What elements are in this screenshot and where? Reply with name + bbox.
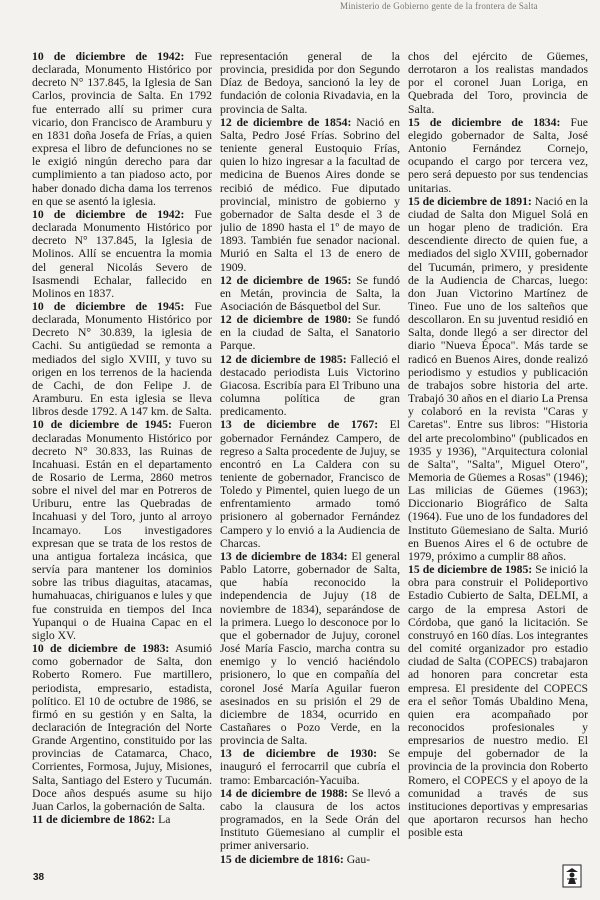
page-number: 38 — [33, 872, 45, 883]
entry-text: Nació en Salta, Pedro José Frías. Sobrino del teniente general Eustoquio Frías, quien lo hizo ingresar a la facultad de medicina de Buenos Aires donde se recibió de médico. Fue diputado provincial, ministro de gobierno y gobernador de Salta desde el 3 de julio de 1890 hasta el 1º de mayo de 1893. También fue senador nacional. Murió en Salta el 13 de enero de 1909. — [220, 115, 400, 274]
entry-text: Se fundó en la ciudad de Salta, el Sanatorio Parque. — [220, 313, 400, 353]
entry-paragraph — [220, 50, 400, 116]
column-3 — [408, 50, 588, 868]
entry-date: 13 de diciembre de 1767: — [220, 418, 379, 432]
entry-paragraph — [220, 787, 400, 853]
entry-text: Se inauguró el ferrocarril que cubría el tramo: Embarcación-Yacuiba. — [220, 747, 400, 787]
entry-paragraph — [220, 853, 400, 866]
column-2 — [220, 50, 400, 868]
entry-paragraph — [32, 208, 212, 300]
entry-text: Fue elegido gobernador de Salta, José Antonio Fernández Cornejo, ocupando el cargo por tercera vez, pero será depuesto por sus tendencias unitarias. — [408, 115, 588, 195]
entry-text: Falleció el destacado periodista Luis Victorino Giacosa. Escribía para El Tribuno una columna política de gran predicamento. — [220, 352, 400, 419]
entry-text: Se inició la obra para construir el Polideportivo Estadio Cubierto de Salta, DELMI, a cargo de la empresa Astori de Córdoba, que ganó la licitación. Se construyó en 160 días. Los integrantes del comité organizador pro estadio ciudad de Salta (COPECS) trabajaron ad honoren para concretar esta empresa. El presidente del COPECS era el señor Tomás Ubaldino Mena, quien era acompañado por reconocidos profesionales y empresarios de nuestro medio. El empuje del gobernador de la provincia de la provincia don Roberto Romero, el COPECS y el apoyo de la comunidad a través de sus instituciones deportivas y empresarias que aportaron recursos han hecho posible esta — [408, 563, 588, 840]
entry-date: 10 de diciembre de 1983: — [32, 642, 170, 656]
entry-date: 15 de diciembre de 1985: — [408, 563, 533, 577]
entry-date: 15 de diciembre de 1816: — [220, 852, 344, 866]
entry-date: 13 de diciembre de 1834: — [220, 549, 348, 563]
entry-text: Gau- — [343, 852, 371, 866]
entry-paragraph — [220, 747, 400, 786]
entry-text: Fue declarada, Monumento Histórico por Decreto N° 30.839, la iglesia de Cachi. Su antigüedad se remonta a mediados del siglo XVIII, y tuvo su origen en los terrenos de la hacienda de Cachi, de don Felipe J. de Aramburu. En esta iglesia se lleva libros desde 1792. A 147 km. de Salta. — [32, 299, 212, 419]
entry-text: Se fundó en Metán, provincia de Salta, la Asociación de Básquetbol del Sur. — [220, 273, 400, 313]
entry-date: 13 de diciembre de 1930: — [220, 747, 378, 761]
entry-date: 15 de diciembre de 1891: — [408, 194, 532, 208]
entry-text: Fueron declaradas Monumento Histórico por decreto N° 30.833, las Ruinas de Incahuasi. Están en el departamento de Rosario de Lerma, 2860 metros sobre el nivel del mar en Potreros de Uriburu, entre las Quebradas de Incahuasi y del Toro, junto al arroyo Incamayo. Los investigadores expresan que se trata de los restos de una antigua fortaleza incásica, que servía para mantener los dominios sobre las tribus diaguitas, atacamas, humahuacas, chiriguanos e lules y que fue construida en tiempos del Inca Yupanqui o de Huaina Capac en el siglo XV. — [32, 418, 212, 642]
entry-paragraph — [220, 116, 400, 274]
entry-date: 10 de diciembre de 1945: — [32, 418, 172, 432]
entry-text: Asumió como gobernador de Salta, don Roberto Romero. Fue martillero, periodista, empresario, estadista, político. El 10 de octubre de 1986, se firmó en su gestión y en Salta, la declaración de Integración del Norte Grande Argentino, constituido por las provincias de Catamarca, Chaco, Corrientes, Formosa, Jujuy, Misiones, Salta, Santiago del Estero y Tucumán. Doce años después asume su hijo Juan Carlos, la gobernación de Salta. — [32, 642, 212, 813]
entry-date: 11 de diciembre de 1862: — [32, 813, 156, 827]
entry-date: 14 de diciembre de 1988: — [220, 786, 348, 800]
entry-paragraph — [408, 116, 588, 195]
entry-paragraph — [32, 813, 212, 826]
entry-date: 12 de diciembre de 1980: — [220, 313, 352, 327]
entry-paragraph — [220, 313, 400, 352]
entry-date: 10 de diciembre de 1942: — [32, 50, 185, 63]
entry-paragraph — [32, 50, 212, 208]
entry-date: 12 de diciembre de 1965: — [220, 273, 352, 287]
entry-date: 15 de diciembre de 1834: — [408, 115, 561, 129]
entry-paragraph — [32, 300, 212, 418]
entry-date: 12 de diciembre de 1854: — [220, 115, 352, 129]
text-columns — [32, 50, 588, 868]
entry-paragraph — [220, 418, 400, 550]
entry-paragraph — [220, 550, 400, 747]
entry-text: representación general de la provincia, presidida por don Segundo Díaz de Bedoya, sancionó la ley de fundación de colonia Rivadavia, en la provincia de Salta. — [220, 50, 400, 116]
entry-date: 10 de diciembre de 1942: — [32, 207, 185, 221]
bleed-through-text: Ministerio de Gobierno gente de la frontera de Salta — [340, 1, 538, 11]
entry-date: 12 de diciembre de 1985: — [220, 352, 347, 366]
entry-text: El general Pablo Latorre, gobernador de Salta, que había reconocido la independencia de Jujuy (18 de noviembre de 1834), separándose de la primera. Luego lo desconoce por lo que el gobernador de Jujuy, coronel José María Fascio, marcha contra su enemigo y lo venció haciéndolo prisionero, lo que en compañía del coronel José María Aguilar fueron asesinados en su prisión el 29 de diciembre de 1834, ocurrido en Castañares o Pozo Verde, en la provincia de Salta. — [220, 549, 400, 748]
entry-paragraph — [408, 195, 588, 563]
entry-paragraph — [408, 563, 588, 839]
entry-text: chos del ejército de Güemes, derrotaron a los realistas mandados por el coronel Juan Loriga, en Quebrada del Toro, provincia de Salta. — [408, 50, 588, 116]
entry-text: Fue declarada Monumento Histórico por decreto N° 137.845, la Iglesia de Molinos. Allí se encuentra la momia del general Nicolás Severo de Isasmendi Echalar, fallecido en Molinos en 1837. — [32, 207, 212, 300]
gaucho-emblem-icon — [562, 864, 582, 888]
entry-paragraph — [220, 274, 400, 313]
entry-paragraph — [220, 353, 400, 419]
entry-text: El gobernador Fernández Campero, de regreso a Salta procedente de Jujuy, se encontró en La Caldera con su teniente de gobernador, Francisco de Toledo y Pimentel, quien luego de un enfrentamiento armado tomó prisionero al gobernador Fernández Campero y lo envió a la Audiencia de Charcas. — [220, 418, 400, 550]
entry-text: Se llevó a cabo la clausura de los actos programados, en la Sede Orán del Instituto Güemesiano al cumplir el primer aniversario. — [220, 786, 400, 853]
entry-text: Fue declarada, Monumento Histórico por decreto N° 137.845, la Iglesia de San Carlos, provincia de Salta. En 1792 fue enterrado allí su primer cura vicario, don Francisco de Aramburu y en 1831 doña Josefa de Frías, a quien expresa el libro de defunciones no se le exigió ningún derecho para dar cumplimiento a tan piadoso acto, por haber donado dicha dama los terrenos en que se asentó la iglesia. — [32, 50, 212, 208]
entry-date: 10 de diciembre de 1945: — [32, 299, 185, 313]
entry-paragraph — [32, 642, 212, 813]
entry-paragraph — [32, 418, 212, 642]
entry-text: Nació en la ciudad de Salta don Miguel Solá en un hogar pleno de tradición. Era descendiente directo de quien fue, a mediados del siglo XVIII, gobernador del Tucumán, primero, y presidente de la Audiencia de Charcas, luego: don Juan Victorino Martínez de Tineo. Fue uno de los salteños que descollaron. En su juventud residió en Salta, donde llegó a ser director del diario "Nueva Época". Más tarde se radicó en Buenos Aires, donde realizó periodismo y estudios y publicación de trabajos sobre historia del arte. Trabajó 30 años en el diario La Prensa y colaboró en la revista "Caras y Caretas". Entre sus libros: "Historia del arte precolombino" (publicados en 1935 y 1936), "Arquitectura colonial de Salta", "Salta", Miguel Otero", Memoria de Güemes a Rosas" (1946); Las milicias de Güemes (1963); Diccionario Biográfico de Salta (1964). Fue uno de los fundadores del Instituto Güemesiano de Salta. Murió en Buenos Aires el 6 de octubre de 1979, próximo a cumplir 88 años. — [408, 194, 588, 563]
column-1 — [32, 50, 212, 868]
entry-text: La — [155, 813, 171, 827]
entry-paragraph — [408, 50, 588, 116]
